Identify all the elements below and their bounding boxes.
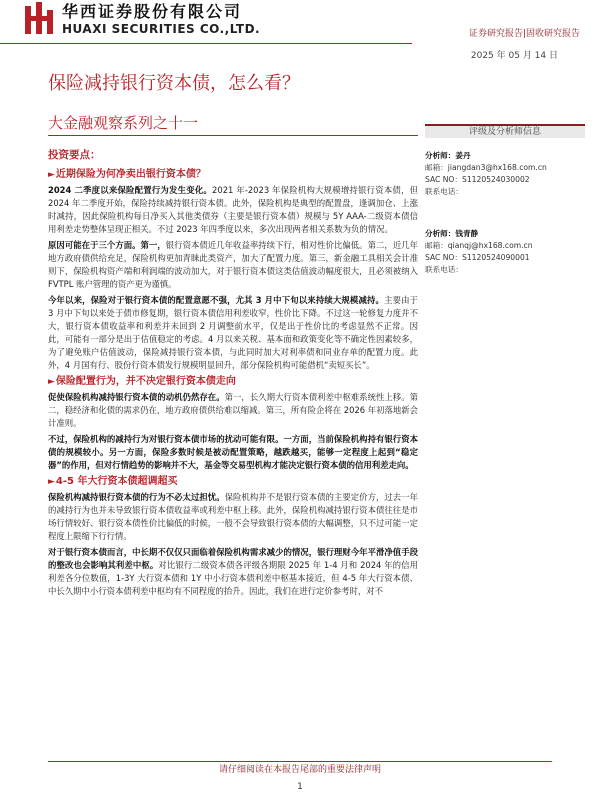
analyst-name: 钱青静 xyxy=(455,229,479,238)
analyst-sidebar xyxy=(425,124,585,276)
analyst-phone-label: 联系电话： xyxy=(425,265,463,274)
company-name-en: HUAXI SECURITIES CO.,LTD. xyxy=(62,22,261,36)
paragraph: 原因可能在于三个方面。第一，银行资本债近几年收益率持续下行，相对性价比偏低。第二，近几年地方政府债供给充足，保险机构更加青睐此类资产，加大了配置力度。第三，新金融工具相关会计准则下，保险机构资产端和利润端的波动加大，对于银行资本债这类估值波动幅度很大，且必须被纳入 FVTPL 账户管理的资产更为谨慎。 xyxy=(48,240,419,289)
paragraph: 不过，保险机构的减持行为对银行资本债市场的扰动可能有限。一方面，当前保险机构持有银行资本债的规模较小。另一方面，保险多数时候是被动配置策略，越跌越买，能够一定程度上起到“稳定器”的作用，但对行情趋势的影响并不大，基金等交易型机构才能决定银行资本债的信用利差走向。 xyxy=(48,434,418,470)
report-type: 证券研究报告|固收研究报告 xyxy=(468,29,580,39)
analyst-sac: S1120524090001 xyxy=(462,253,530,262)
paragraph: 2024 二季度以来保险配置行为发生变化。2021 年-2023 年保险机构大规模增持银行资本债，但 2024 年二季度开始，保险持续减持银行资本债。此外，保险机构是典型的配置盘，逢调加仓、上涨时减持，因此保险机构每日净买入其他类债券（主要是银行资本债）规模与 5Y AAA-二级资本债信用利差走势整体呈现正相关。不过 2023 年四季度以来，多次出现两者相关系数为负的情况。 xyxy=(48,185,418,234)
report-date: 2025 年 05 月 14 日 xyxy=(470,51,558,61)
report-subtitle: 大金融观察系列之十一 xyxy=(48,114,199,132)
analyst-email[interactable]: jiangdan3@hx168.com.cn xyxy=(447,163,547,172)
company-name-cn: 华西证券股份有限公司 xyxy=(62,2,243,21)
legal-notice: 请仔细阅读在本报告尾部的重要法律声明 xyxy=(218,765,381,775)
key-points-label: 投资要点： xyxy=(48,149,101,161)
analyst-phone-label: 联系电话： xyxy=(425,187,463,196)
analyst-name: 姜丹 xyxy=(455,151,471,160)
section-heading-3: ►4-5 年大行资本债超调超买 xyxy=(48,476,178,487)
main-content xyxy=(48,148,418,601)
triangle-bullet-icon: ► xyxy=(48,170,55,180)
page-number: 1 xyxy=(297,782,303,792)
sidebar-header: 评级及分析师信息 xyxy=(425,124,585,138)
huaxi-logo-icon xyxy=(25,2,55,36)
triangle-bullet-icon: ► xyxy=(48,477,55,487)
title-divider xyxy=(48,135,418,136)
analyst-sac: S1120524030002 xyxy=(462,175,530,184)
paragraph: 对于银行资本债而言，中长期不仅仅只面临着保险机构需求减少的情况，银行理财今年平滑净值手段的整改也会影响其利差中枢。对比银行二级资本债各评级各期限 2025 年 1-4 月和 2024 年的信用利差各分位数值，1-3Y 大行资本债和 1Y 中小行资本债利差中枢基本接近，但 4-5 年大行资本债、中长久期中小行资本债利差中枢均有不同程度的抬升。因此，我们在进行定价参考时，对不 xyxy=(48,547,419,596)
report-title: 保险减持银行资本债，怎么看？ xyxy=(48,73,300,94)
triangle-bullet-icon: ► xyxy=(48,377,55,387)
analyst-email[interactable]: qianqj@hx168.com.cn xyxy=(447,241,533,250)
header-divider xyxy=(0,43,412,44)
report-header xyxy=(0,0,600,61)
section-heading-1: ►近期保险为何净卖出银行资本债？ xyxy=(48,169,206,180)
paragraph: 保险机构减持银行资本债的行为不必太过担忧。保险机构并不是银行资本债的主要定价方，过去一年的减持行为也并未导致银行资本债收益率或利差中枢上移。此外，保险机构减持银行资本债往往是市场行情较好、银行资本债性价比偏低的时候，一般不会导致银行资本债的大幅调整，只不过可能一定程度上限缩下行行情。 xyxy=(48,492,419,541)
footer-divider xyxy=(48,761,552,762)
paragraph: 促使保险机构减持银行资本债的动机仍然存在。第一，长久期大行资本债利差中枢难系统性上移。第二，稳经济和化债的需求仍在，地方政府债供给难以缩减。第三，所有险企将在 2026 年初落地新会计准则。 xyxy=(48,392,419,428)
paragraph: 今年以来，保险对于银行资本债的配置意愿不强，尤其 3 月中下旬以来持续大规模减持。主要由于 3 月中下旬以来处于债市修复期，银行资本债信用利差收窄，性价比下降。不过这一轮修复力度并不大，银行资本债收益率和利差并未回到 2 月调整前水平，仅是出于性价比的考虑显然不正常。因此，可能有一部分是出于估值稳定的考虑。4 月以来关税、基本面和政策变化等不确定性因素较多，为了避免账户估值波动，保险减持银行资本债，与此同时加大对利率债和同业存单的配置力度。此外，4 月国有行、股份行资本债发行规模明显回升，部分保险机构可能借机“卖短买长”。 xyxy=(48,295,419,370)
analyst-card: 分析师：姜丹 邮箱：jiangdan3@hx168.com.cn SAC NO：S1120524030002 联系电话： xyxy=(425,151,547,196)
section-heading-2: ►保险配置行为，并不决定银行资本债走向 xyxy=(48,376,236,387)
analyst-card: 分析师：钱青静 邮箱：qianqj@hx168.com.cn SAC NO：S1120524090001 联系电话： xyxy=(425,229,533,274)
